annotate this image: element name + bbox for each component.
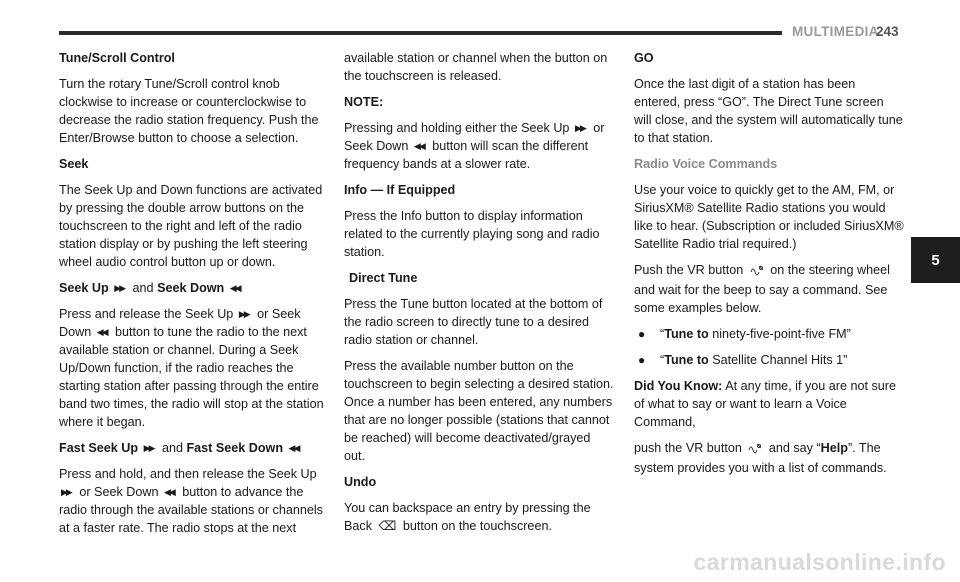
para-fast-seek: Press and hold, and then release the Seek Up ▶▶ or Seek Down ◀◀ button to advance the radio through the available stations or channels at a faster rate. The radio stops at the next: [59, 467, 323, 535]
para-tune-scroll: Turn the rotary Tune/Scroll control knob clockwise to increase or counterclockwise to decrease the radio station frequency. Push the Enter/Browse button to choose a selection.: [59, 77, 319, 145]
para-note: Pressing and holding either the Seek Up ▶▶ or Seek Down ◀◀ button will scan the different frequency bands at a slower rate.: [344, 121, 605, 171]
section-title: MULTIMEDIA: [792, 24, 879, 39]
seek-down-icon: ◀◀: [96, 327, 107, 337]
seek-down-icon: ◀◀: [229, 283, 240, 293]
header-rule: [59, 31, 782, 35]
watermark: carmanualsonline.info: [693, 549, 946, 575]
seek-down-icon: ◀◀: [288, 443, 299, 453]
heading-tune-scroll: Tune/Scroll Control: [59, 51, 175, 65]
bullet-item: ● “Tune to Satellite Channel Hits 1”: [634, 351, 904, 369]
para-go: Once the last digit of a station has been entered, press “GO”. The Direct Tune screen will close, and the system will automatically tune to that station.: [634, 77, 903, 145]
column-1: [59, 49, 325, 545]
seek-up-icon: ▶▶: [114, 283, 125, 293]
page-header: [0, 24, 960, 40]
back-icon: ⌫: [378, 519, 397, 533]
para-continued: available station or channel when the button on the touchscreen is released.: [344, 51, 608, 83]
para-push-vr: Push the VR button on the steering wheel and wait for the beep to say a command. See some examples below.: [634, 263, 890, 315]
heading-direct-tune: Direct Tune: [349, 271, 418, 285]
column-2: [344, 49, 614, 543]
para-direct-tune-1: Press the Tune button located at the bottom of the radio screen to directly tune to a desired radio station or channel.: [344, 297, 603, 347]
seek-up-icon: ▶▶: [574, 123, 585, 133]
heading-seek-up-down: Seek Up ▶▶ and Seek Down ◀◀: [59, 279, 325, 297]
heading-info: Info — If Equipped: [344, 183, 456, 197]
para-voice: Use your voice to quickly get to the AM, FM, or SiriusXM® Satellite Radio stations you would like to hear. (Subscription or included SiriusXM® Satellite Radio trial required.): [634, 183, 904, 251]
heading-radio-voice-commands: Radio Voice Commands: [634, 157, 778, 171]
seek-up-icon: ▶▶: [143, 443, 154, 453]
seek-down-icon: ◀◀: [163, 487, 174, 497]
para-seek: The Seek Up and Down functions are activated by pressing the double arrow buttons on the touchscreen to the right and left of the radio station display or by pushing the left steering wheel audio control button up or down.: [59, 183, 323, 269]
heading-seek: Seek: [59, 157, 89, 171]
voice-recognition-icon: [745, 441, 765, 459]
heading-undo: Undo: [344, 475, 377, 489]
bullet-icon: ●: [638, 327, 646, 341]
chapter-tab: 5: [911, 237, 960, 283]
heading-go: GO: [634, 51, 654, 65]
seek-down-icon: ◀◀: [413, 141, 424, 151]
para-seek-up-down: Press and release the Seek Up ▶▶ or Seek Down ◀◀ button to tune the radio to the next available station or channel. During a Seek Up/Down function, if the radio reaches the starting station after passing through the entire band two times, the radio will stop at the station where it began.: [59, 307, 324, 429]
bullet-item: ● “Tune to ninety-five-point-five FM”: [634, 325, 904, 343]
note-label: NOTE:: [344, 95, 384, 109]
para-direct-tune-2: Press the available number button on the touchscreen to begin selecting a desired station. Once a number has been entered, any numbers that are no longer possible (stations that cannot be reached) will become deactivated/grayed out.: [344, 359, 614, 463]
page-number: 243: [876, 24, 899, 39]
para-undo: You can backspace an entry by pressing the Back ⌫ button on the touchscreen.: [344, 501, 591, 533]
voice-recognition-icon: [747, 263, 767, 281]
column-3: [634, 49, 904, 485]
para-help: push the VR button and say “Help”. The system provides you with a list of commands.: [634, 441, 887, 475]
bullet-icon: ●: [638, 353, 646, 367]
heading-fast-seek: Fast Seek Up ▶▶ and Fast Seek Down ◀◀: [59, 439, 325, 457]
para-info: Press the Info button to display information related to the currently playing song and radio station.: [344, 209, 600, 259]
para-did-you-know: Did You Know: At any time, if you are not sure of what to say or want to learn a Voice Command,: [634, 379, 896, 429]
seek-up-icon: ▶▶: [61, 487, 71, 497]
seek-up-icon: ▶▶: [238, 309, 249, 319]
